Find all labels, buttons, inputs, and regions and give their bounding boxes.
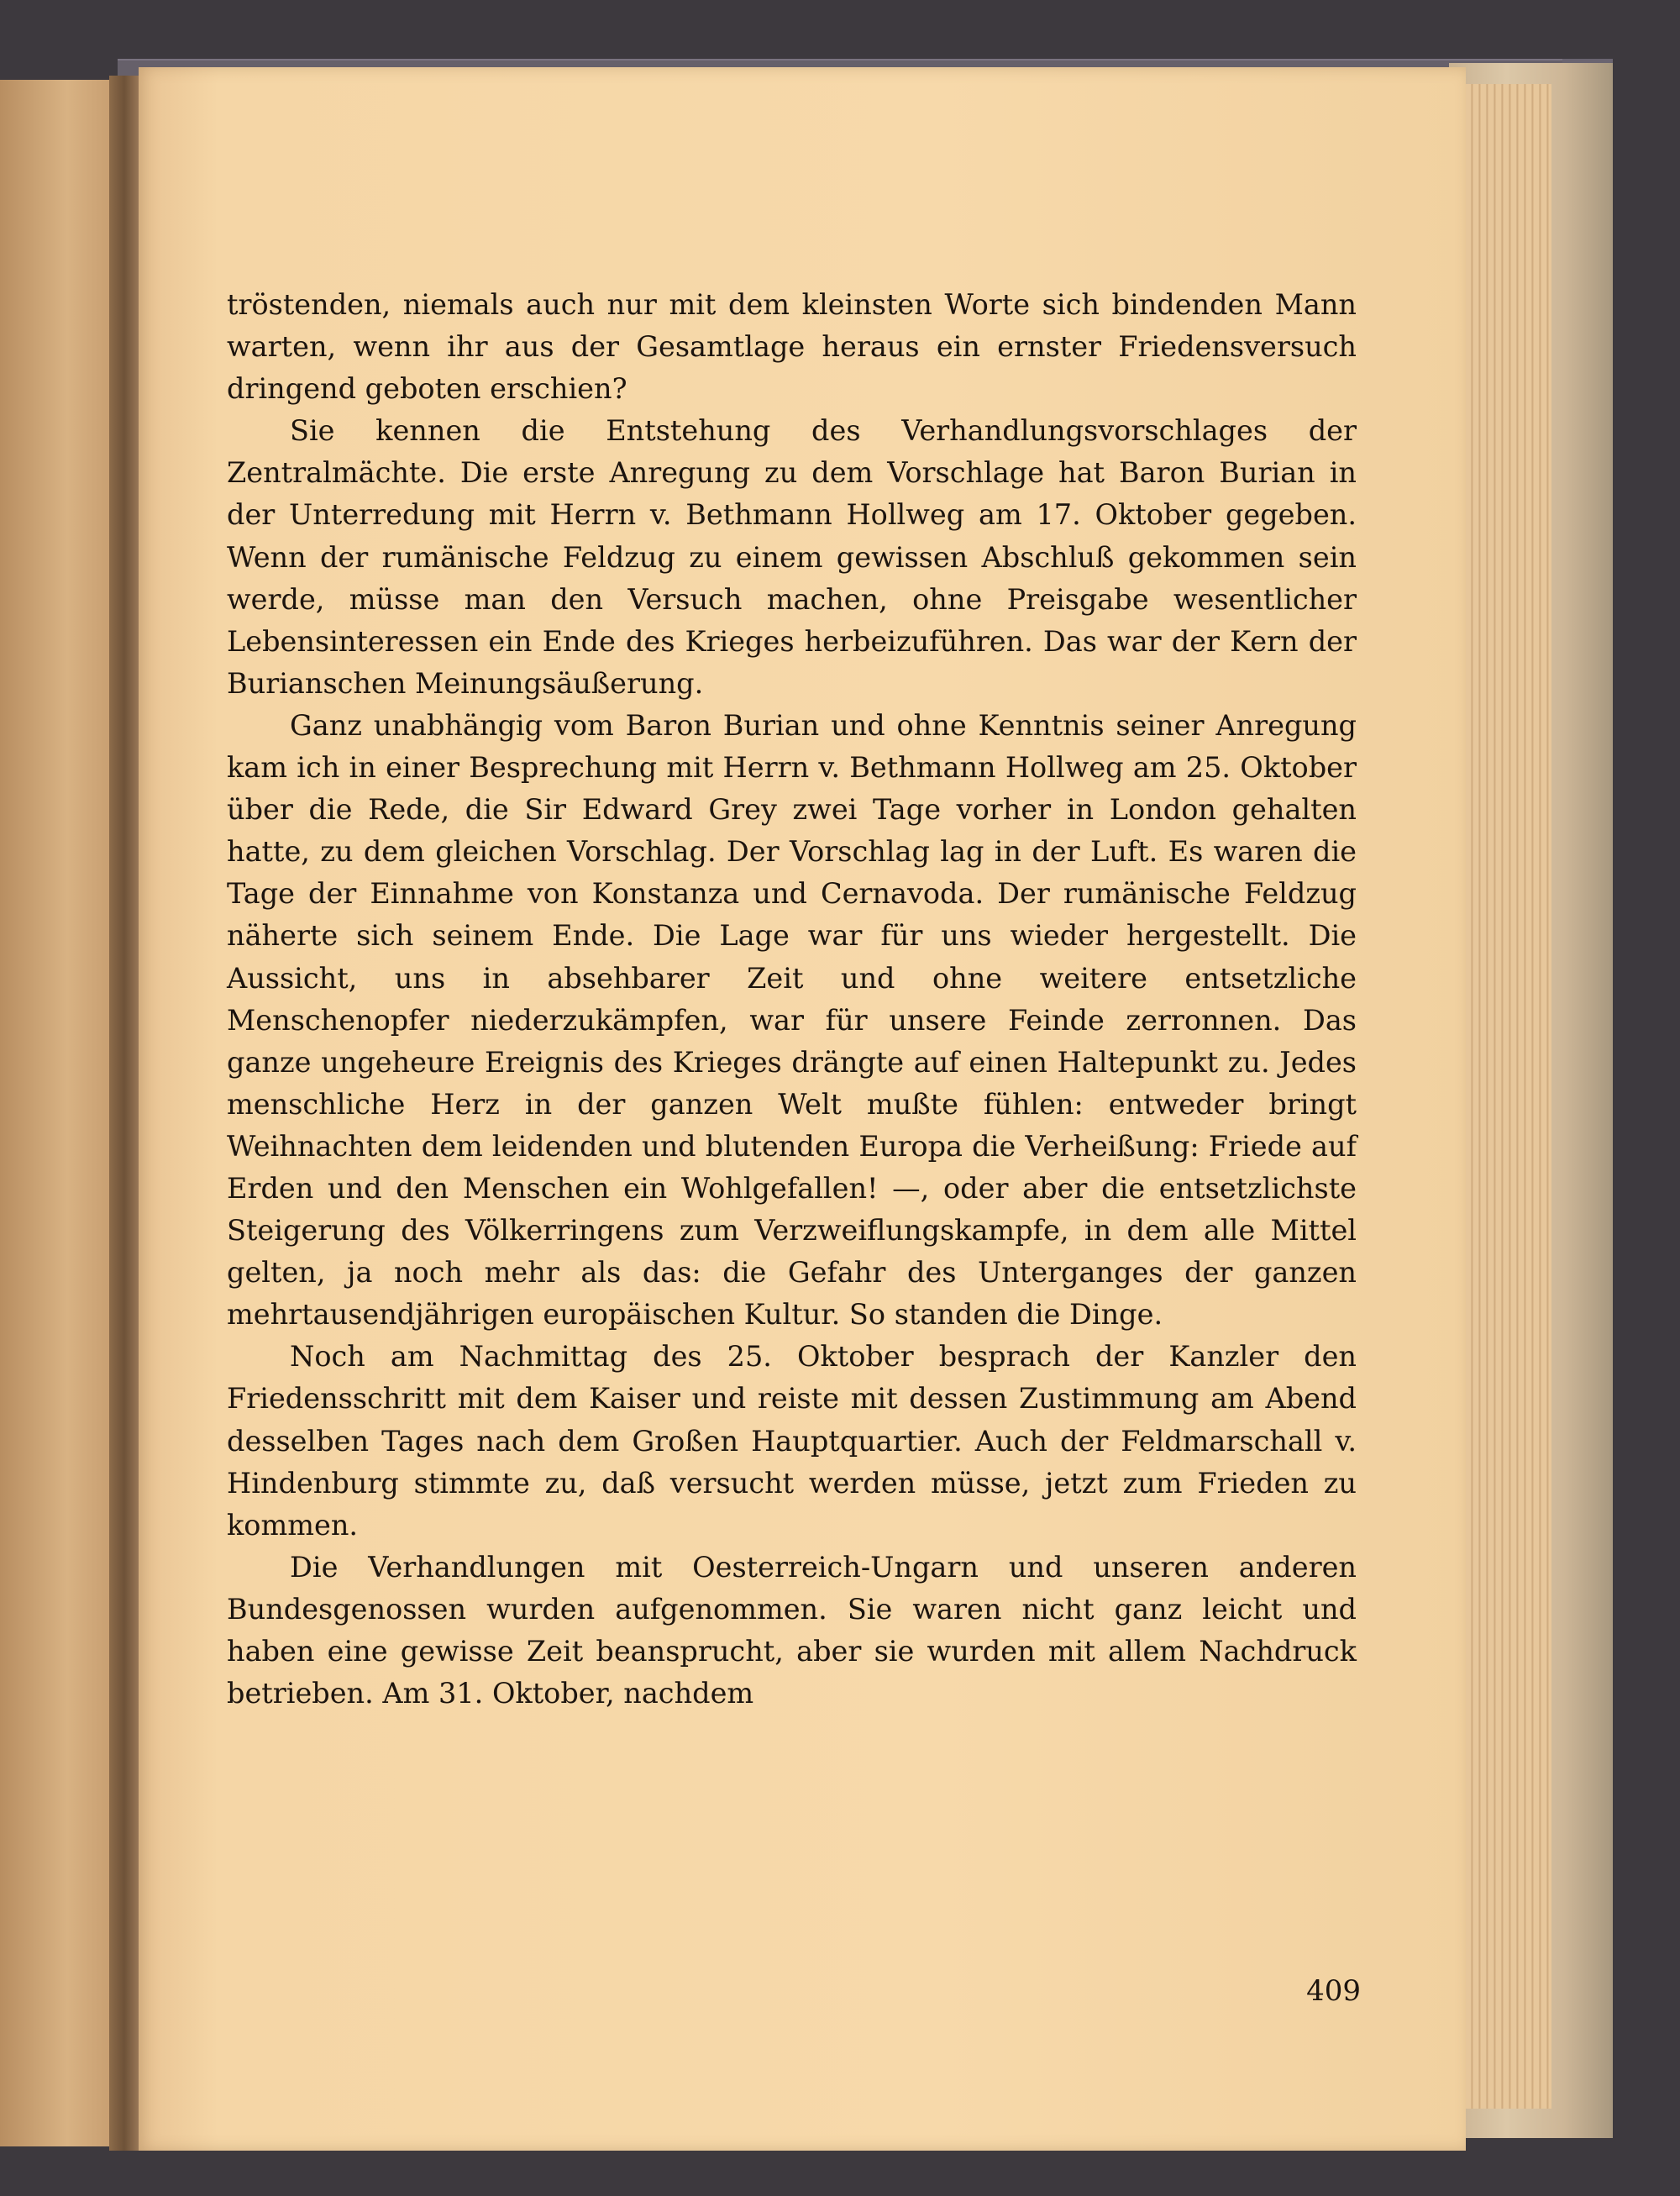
page-number: 409 [1306, 1974, 1361, 2008]
paragraph: tröstenden, niemals auch nur mit dem kleinsten Worte sich bindenden Mann warten, wenn ihr aus der Gesamtlage heraus ein ernster Friedensversuch dringend geboten erschien? [227, 288, 1357, 406]
body-text [227, 284, 1357, 1715]
paragraph: Noch am Nachmittag des 25. Oktober besprach der Kanzler den Friedensschritt mit dem Kaiser und reiste mit dessen Zustimmung am Abend desselben Tages nach dem Großen Hauptquartier. Auch der Feldmarschall v. Hindenburg stimmte zu, daß versucht werden müsse, jetzt zum Frieden zu kommen. [227, 1340, 1357, 1542]
paragraph: Sie kennen die Entstehung des Verhandlungsvorschlages der Zentralmächte. Die erste Anregung zu dem Vorschlage hat Baron Burian in der Unterredung mit Herrn v. Bethmann Hollweg am 17. Oktober gegeben. Wenn der rumänische Feldzug zu einem gewissen Abschluß gekommen sein werde, müsse man den Versuch machen, ohne Preisgabe wesentlicher Lebensinteressen ein Ende des Krieges herbeizuführen. Das war der Kern der Burianschen Meinungsäußerung. [227, 414, 1357, 700]
paragraph: Die Verhandlungen mit Oesterreich-Ungarn und unseren anderen Bundesgenossen wurden aufgenommen. Sie waren nicht ganz leicht und haben eine gewisse Zeit beansprucht, aber sie wurden mit allem Nachdruck betrieben. Am 31. Oktober, nachdem [227, 1550, 1357, 1710]
paragraph: Ganz unabhängig vom Baron Burian und ohne Kenntnis seiner Anregung kam ich in einer Besprechung mit Herrn v. Bethmann Hollweg am 25. Oktober über die Rede, die Sir Edward Grey zwei Tage vorher in London gehalten hatte, zu dem gleichen Vorschlag. Der Vorschlag lag in der Luft. Es waren die Tage der Einnahme von Konstanza und Cernavoda. Der rumänische Feldzug näherte sich seinem Ende. Die Lage war für uns wieder hergestellt. Die Aussicht, uns in absehbarer Zeit und ohne weitere entsetzliche Menschenopfer niederzukämpfen, war für unsere Feinde zerronnen. Das ganze ungeheure Ereignis des Krieges drängte auf einen Haltepunkt zu. Jedes menschliche Herz in der ganzen Welt mußte fühlen: entweder bringt Weihnachten dem leidenden und blutenden Europa die Verheißung: Friede auf Erden und den Menschen ein Wohlgefallen! —, oder aber die entsetzlichste Steigerung des Völkerringens zum Verzweiflungskampfe, in dem alle Mittel gelten, ja noch mehr als das: die Gefahr des Unterganges der ganzen mehrtausendjährigen europäischen Kultur. So standen die Dinge. [227, 708, 1357, 1332]
left-page-edge [0, 80, 122, 2146]
book-gutter [109, 76, 143, 2151]
book-page [139, 67, 1466, 2151]
